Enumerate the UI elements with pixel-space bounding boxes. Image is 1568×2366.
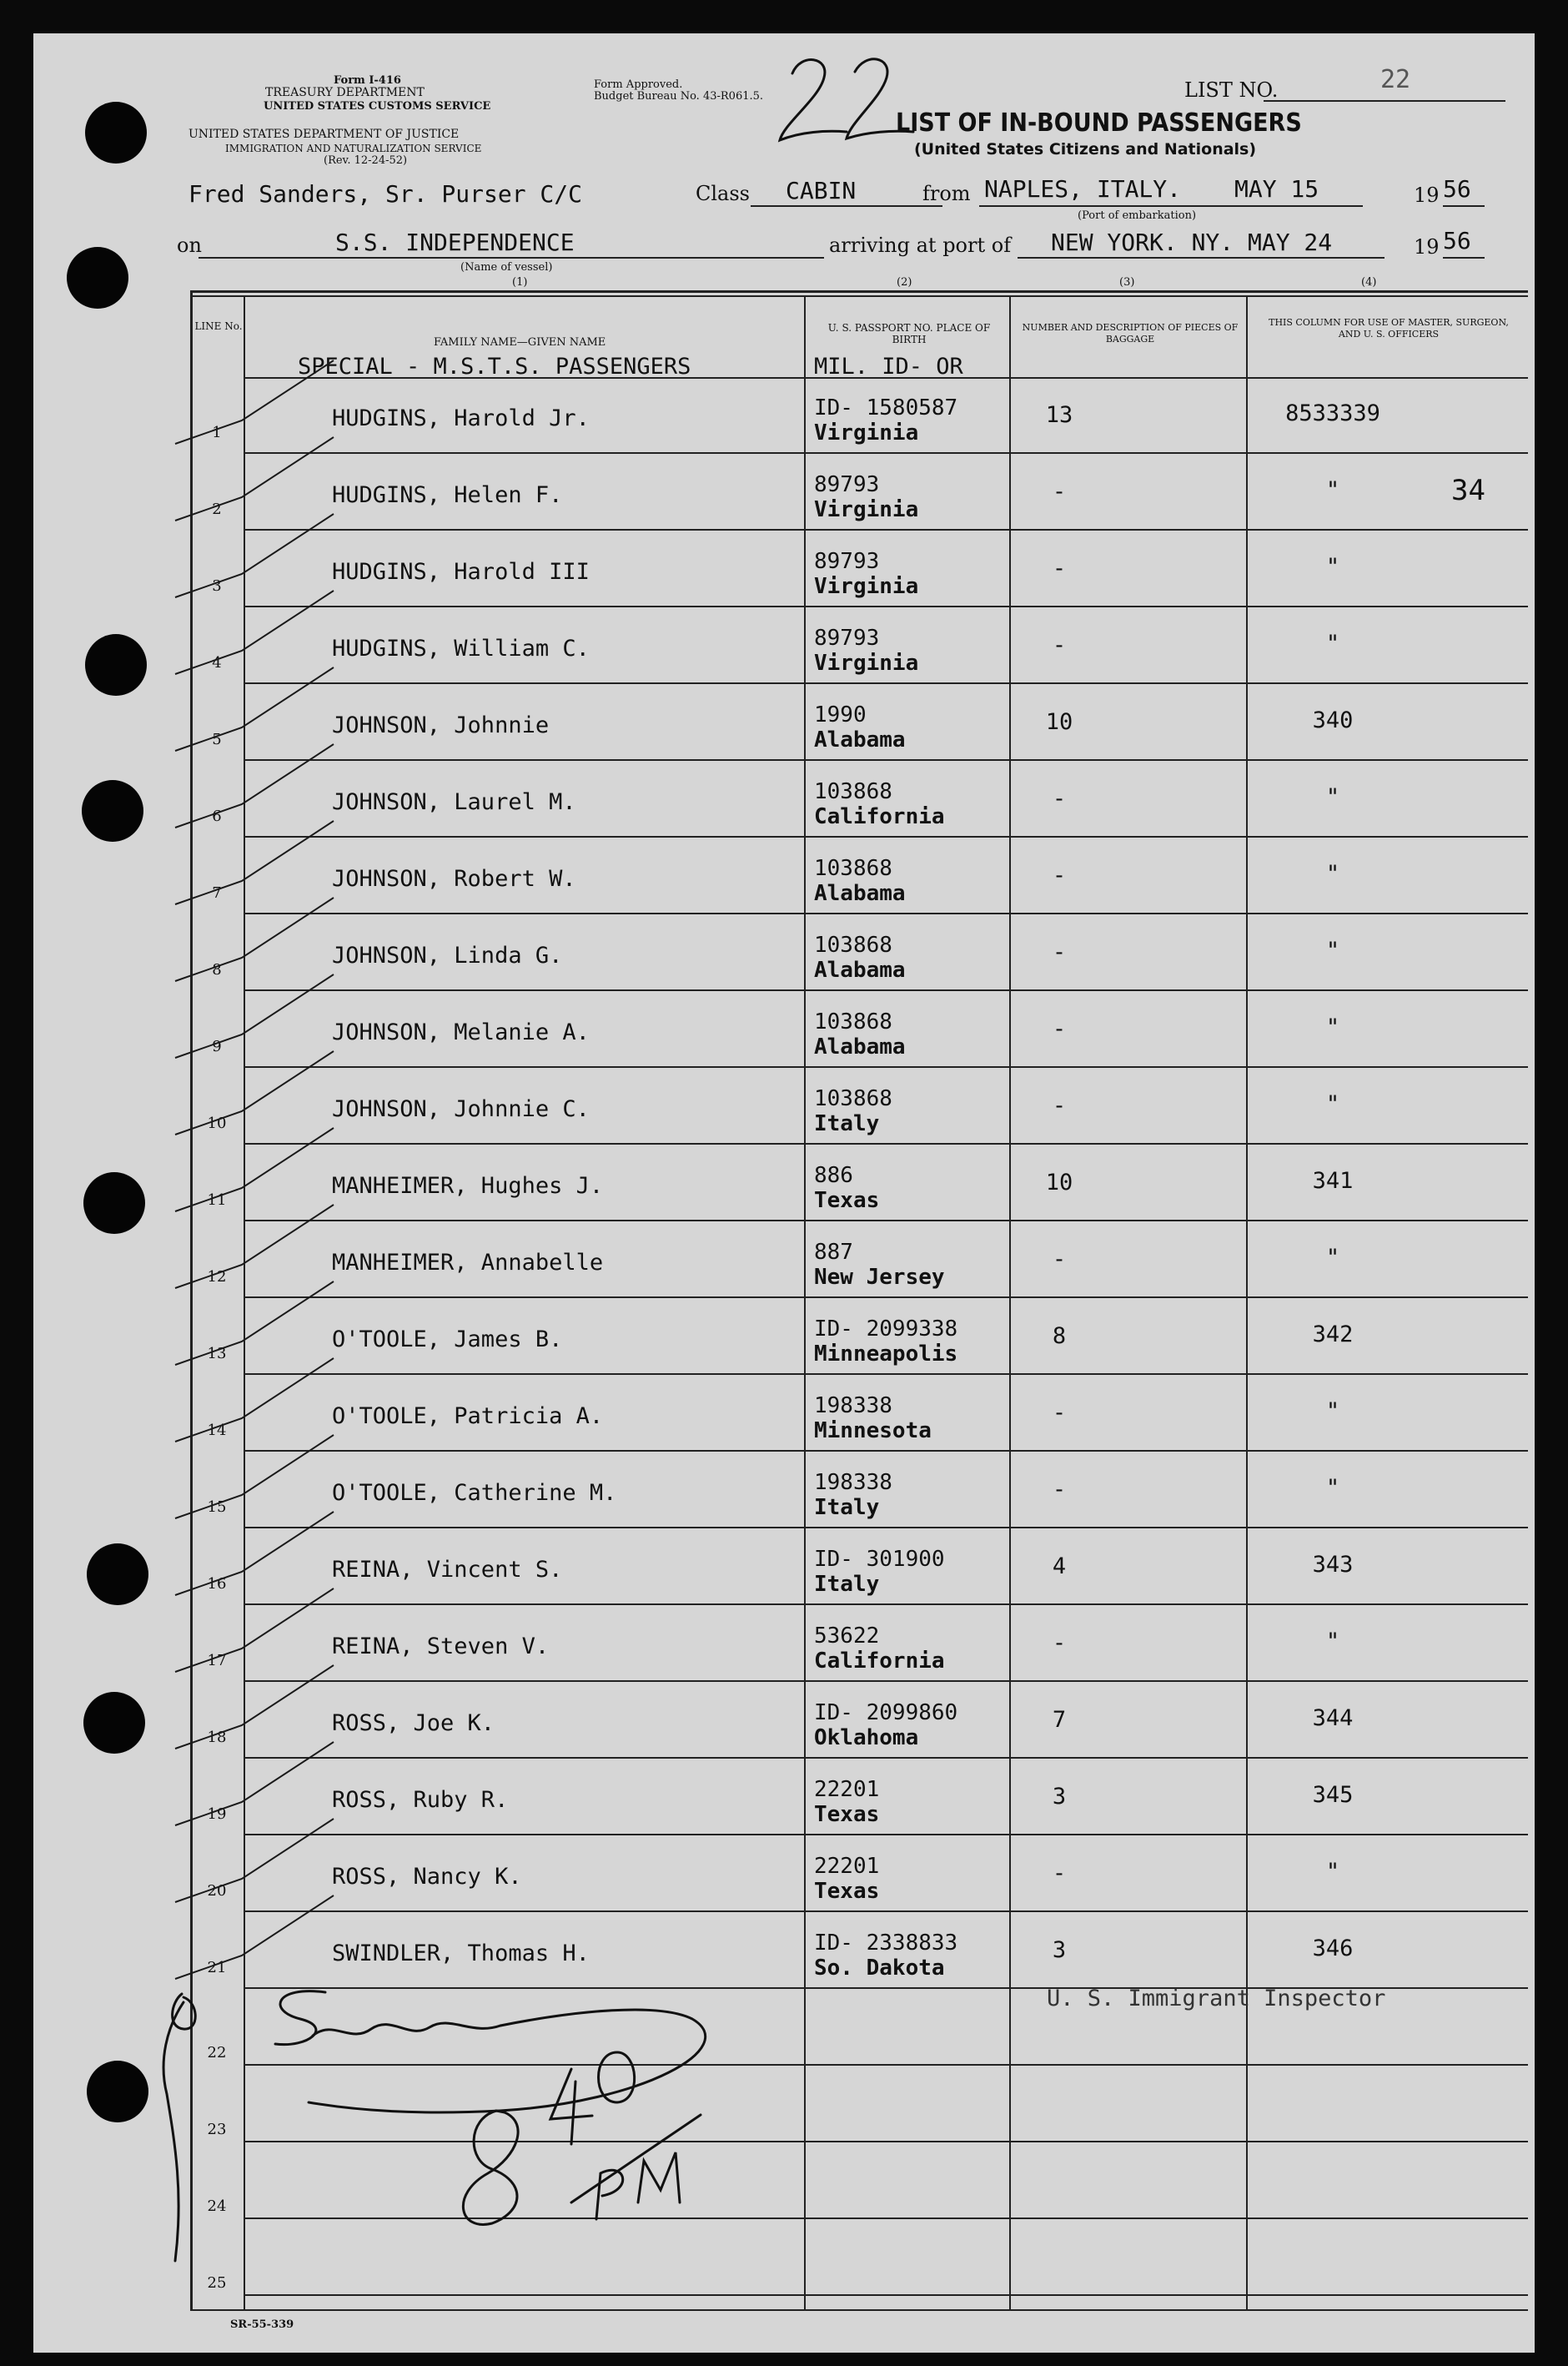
form-approved: Form Approved.	[594, 78, 683, 91]
line-number: 2	[212, 501, 222, 518]
port-caption: (Port of embarkation)	[1078, 209, 1197, 222]
line-number: 1	[212, 424, 222, 441]
embark-year: 56	[1443, 175, 1471, 203]
check-mark	[175, 1051, 334, 1135]
passenger-name: ROSS, Joe K.	[332, 1710, 495, 1736]
baggage-count: 10	[1045, 709, 1073, 735]
budget-bureau: Budget Bureau No. 43-R061.5.	[594, 90, 764, 103]
header-baggage: NUMBER AND DESCRIPTION OF PIECES OF BAGGAGE	[1022, 322, 1239, 345]
place-of-birth: New Jersey	[814, 1265, 945, 1290]
line-number: 12	[207, 1268, 227, 1286]
justice-dept: UNITED STATES DEPARTMENT OF JUSTICE	[188, 128, 460, 141]
baggage-count: 3	[1052, 1784, 1067, 1810]
passenger-name: JOHNSON, Johnnie C.	[332, 1096, 590, 1122]
check-mark	[175, 1665, 334, 1749]
arriving-label: arriving at port of	[829, 234, 1012, 257]
baggage-count: 13	[1045, 402, 1073, 428]
baggage-count: 4	[1052, 1553, 1067, 1579]
check-mark	[175, 821, 334, 904]
place-of-birth: Alabama	[814, 727, 906, 753]
col-num-4: (4)	[1361, 276, 1377, 289]
baggage-count: -	[1052, 479, 1067, 505]
officer-note: "	[1325, 1859, 1340, 1885]
line-number: 11	[207, 1191, 227, 1209]
from-label: from	[922, 182, 971, 205]
baggage-count: -	[1052, 632, 1067, 658]
header-officers: THIS COLUMN FOR USE OF MASTER, SURGEON, AND U. S. OFFICERS	[1269, 317, 1509, 340]
check-mark	[175, 1819, 334, 1902]
customs-service: UNITED STATES CUSTOMS SERVICE	[264, 100, 491, 113]
col-num-1: (1)	[512, 276, 528, 289]
margin-note: 34	[1451, 474, 1485, 507]
passenger-name: MANHEIMER, Hughes J.	[332, 1173, 604, 1199]
passenger-name: HUDGINS, Harold III	[332, 559, 590, 585]
officer-note: "	[1325, 784, 1340, 810]
form-number: Form I-416	[334, 74, 401, 87]
baggage-count: 10	[1045, 1170, 1073, 1196]
passport-number: ID- 301900	[814, 1547, 945, 1572]
check-mark	[175, 1281, 334, 1365]
officer-note: "	[1325, 861, 1340, 887]
col-num-3: (3)	[1119, 276, 1135, 289]
vessel-name: S.S. INDEPENDENCE	[335, 229, 575, 256]
check-mark	[175, 1895, 334, 1979]
passport-number: 53622	[814, 1623, 880, 1649]
passenger-name: JOHNSON, Linda G.	[332, 943, 563, 969]
check-mark	[175, 974, 334, 1058]
passenger-name: HUDGINS, William C.	[332, 636, 590, 662]
passport-number: 89793	[814, 472, 880, 497]
special-id-label: MIL. ID- OR	[814, 354, 963, 380]
place-of-birth: California	[814, 1649, 945, 1674]
passenger-name: REINA, Vincent S.	[332, 1557, 563, 1583]
ins-service: IMMIGRATION AND NATURALIZATION SERVICE	[225, 143, 482, 154]
place-of-birth: Texas	[814, 1802, 880, 1827]
on-label: on	[177, 234, 202, 257]
passenger-name: REINA, Steven V.	[332, 1634, 550, 1659]
passport-number: 103868	[814, 933, 892, 958]
passenger-name: JOHNSON, Johnnie	[332, 712, 550, 738]
baggage-count: -	[1052, 1246, 1067, 1272]
passenger-name: SWINDLER, Thomas H.	[332, 1941, 590, 1966]
place-of-birth: Virginia	[814, 497, 919, 522]
passenger-name: HUDGINS, Harold Jr.	[332, 405, 590, 431]
passport-number: 1990	[814, 702, 867, 727]
year-prefix: 19	[1414, 184, 1440, 207]
check-mark	[175, 1205, 334, 1288]
line-number: 22	[207, 2044, 227, 2061]
passenger-name: JOHNSON, Melanie A.	[332, 1019, 590, 1045]
passenger-name: JOHNSON, Robert W.	[332, 866, 576, 892]
line-number: 6	[212, 808, 222, 825]
line-number: 24	[207, 2197, 227, 2215]
class-value: CABIN	[786, 177, 857, 204]
baggage-count: -	[1052, 1860, 1067, 1886]
officer-note: "	[1325, 938, 1340, 964]
place-of-birth: Minnesota	[814, 1418, 932, 1443]
baggage-count: -	[1052, 1400, 1067, 1426]
line-number: 4	[212, 654, 222, 672]
check-mark	[175, 1358, 334, 1442]
passenger-name: O'TOOLE, Catherine M.	[332, 1480, 617, 1506]
line-number: 14	[207, 1422, 227, 1439]
header-line-no: LINE No.	[194, 320, 243, 332]
place-of-birth: Oklahoma	[814, 1725, 919, 1750]
check-mark	[175, 744, 334, 828]
place-of-birth: Texas	[814, 1188, 880, 1213]
place-of-birth: So. Dakota	[814, 1956, 945, 1981]
immigrant-inspector: U. S. Immigrant Inspector	[1047, 1986, 1386, 2011]
class-label: Class	[696, 182, 750, 205]
manifest-subtitle: (United States Citizens and Nationals)	[914, 140, 1257, 159]
check-mark	[175, 667, 334, 751]
officer-note: 344	[1312, 1705, 1354, 1731]
passport-number: 89793	[814, 549, 880, 574]
line-number: 23	[207, 2121, 227, 2138]
passport-number: 198338	[814, 1470, 892, 1495]
passport-number: ID- 2099860	[814, 1700, 958, 1725]
baggage-count: -	[1052, 863, 1067, 889]
passenger-name: JOHNSON, Laurel M.	[332, 789, 576, 815]
officer-note: "	[1325, 1398, 1340, 1424]
baggage-count: -	[1052, 1093, 1067, 1119]
officer-note: 345	[1312, 1782, 1354, 1808]
list-no-value: 22	[1380, 65, 1411, 94]
header-passport: U. S. PASSPORT NO. PLACE OF BIRTH	[827, 322, 991, 345]
line-number: 7	[212, 884, 222, 902]
place-of-birth: Virginia	[814, 420, 919, 446]
passport-number: 103868	[814, 779, 892, 804]
check-mark	[175, 1742, 334, 1825]
embark-port: NAPLES, ITALY.	[984, 175, 1182, 203]
passenger-name: MANHEIMER, Annabelle	[332, 1250, 604, 1276]
passenger-name: HUDGINS, Helen F.	[332, 482, 563, 508]
baggage-count: -	[1052, 1016, 1067, 1042]
baggage-count: -	[1052, 556, 1067, 581]
passenger-name: ROSS, Ruby R.	[332, 1787, 509, 1813]
passport-number: ID- 1580587	[814, 395, 958, 420]
check-mark	[175, 360, 334, 444]
place-of-birth: Italy	[814, 1572, 880, 1597]
arrival-year: 56	[1443, 227, 1471, 254]
officer-note: "	[1325, 1091, 1340, 1117]
line-number: 21	[207, 1959, 227, 1976]
check-mark	[175, 1512, 334, 1595]
line-number: 16	[207, 1575, 227, 1593]
footer-code: SR-55-339	[230, 2318, 294, 2331]
check-mark	[175, 591, 334, 674]
list-no-label: LIST NO.	[1184, 78, 1279, 102]
officer-note: 341	[1312, 1168, 1354, 1194]
check-mark	[175, 1435, 334, 1518]
treasury-dept: TREASURY DEPARTMENT	[265, 86, 425, 99]
place-of-birth: Alabama	[814, 1034, 906, 1060]
baggage-count: -	[1052, 939, 1067, 965]
passport-number: 22201	[814, 1777, 880, 1802]
manifest-page	[33, 33, 1535, 2353]
arrival-port-date: NEW YORK. NY. MAY 24	[1051, 229, 1333, 256]
line-number: 13	[207, 1345, 227, 1362]
passport-number: 103868	[814, 1086, 892, 1111]
line-number: 17	[207, 1652, 227, 1669]
embark-date: MAY 15	[1234, 175, 1319, 203]
special-passengers-label: SPECIAL - M.S.T.S. PASSENGERS	[298, 354, 691, 380]
place-of-birth: Virginia	[814, 651, 919, 676]
officer-note: "	[1325, 477, 1340, 503]
place-of-birth: Italy	[814, 1111, 880, 1136]
place-of-birth: Alabama	[814, 958, 906, 983]
line-number: 15	[207, 1498, 227, 1516]
officer-note: "	[1325, 1245, 1340, 1271]
passport-number: ID- 2099338	[814, 1316, 958, 1342]
officer-note: "	[1325, 631, 1340, 657]
check-mark	[175, 437, 334, 521]
passenger-name: O'TOOLE, James B.	[332, 1326, 563, 1352]
purser-name: Fred Sanders, Sr. Purser C/C	[188, 180, 583, 208]
officer-note: "	[1325, 1475, 1340, 1501]
place-of-birth: Italy	[814, 1495, 880, 1520]
year-prefix-2: 19	[1414, 235, 1440, 259]
line-number: 18	[207, 1729, 227, 1746]
manifest-title: LIST OF IN-BOUND PASSENGERS	[896, 108, 1302, 138]
place-of-birth: Minneapolis	[814, 1342, 958, 1367]
passenger-name: O'TOOLE, Patricia A.	[332, 1403, 604, 1429]
line-number: 20	[207, 1882, 227, 1900]
place-of-birth: California	[814, 804, 945, 829]
passport-number: 89793	[814, 626, 880, 651]
officer-note: 340	[1312, 707, 1354, 733]
place-of-birth: Alabama	[814, 881, 906, 906]
check-mark	[175, 1588, 334, 1672]
officer-note: 8533339	[1285, 400, 1380, 426]
passport-number: ID- 2338833	[814, 1931, 958, 1956]
place-of-birth: Virginia	[814, 574, 919, 599]
officer-note: 342	[1312, 1321, 1354, 1347]
vessel-caption: (Name of vessel)	[460, 261, 553, 274]
line-number: 19	[207, 1805, 227, 1823]
officer-note: "	[1325, 1014, 1340, 1040]
line-number: 10	[207, 1115, 227, 1132]
baggage-count: 7	[1052, 1707, 1067, 1733]
place-of-birth: Texas	[814, 1879, 880, 1904]
passport-number: 103868	[814, 1009, 892, 1034]
check-mark	[175, 898, 334, 981]
passenger-name: ROSS, Nancy K.	[332, 1864, 522, 1890]
revision: (Rev. 12-24-52)	[324, 154, 408, 167]
baggage-count: -	[1052, 1630, 1067, 1656]
line-number: 9	[212, 1038, 222, 1055]
passport-number: 198338	[814, 1393, 892, 1418]
check-mark	[175, 514, 334, 597]
col-num-2: (2)	[897, 276, 912, 289]
passport-number: 887	[814, 1240, 853, 1265]
officer-note: "	[1325, 554, 1340, 580]
check-mark	[175, 1128, 334, 1211]
passport-number: 22201	[814, 1854, 880, 1879]
line-number: 25	[207, 2274, 227, 2292]
officer-note: 346	[1312, 1936, 1354, 1961]
officer-note: 343	[1312, 1552, 1354, 1578]
baggage-count: -	[1052, 786, 1067, 812]
header-name: FAMILY NAME—GIVEN NAME	[434, 336, 606, 349]
baggage-count: 3	[1052, 1937, 1067, 1963]
line-number: 5	[212, 731, 222, 748]
line-number: 8	[212, 961, 222, 979]
passport-number: 103868	[814, 856, 892, 881]
baggage-count: -	[1052, 1477, 1067, 1503]
officer-note: "	[1325, 1629, 1340, 1654]
baggage-count: 8	[1052, 1323, 1067, 1349]
line-number: 3	[212, 577, 222, 595]
passport-number: 886	[814, 1163, 853, 1188]
check-marks	[33, 33, 1535, 2353]
